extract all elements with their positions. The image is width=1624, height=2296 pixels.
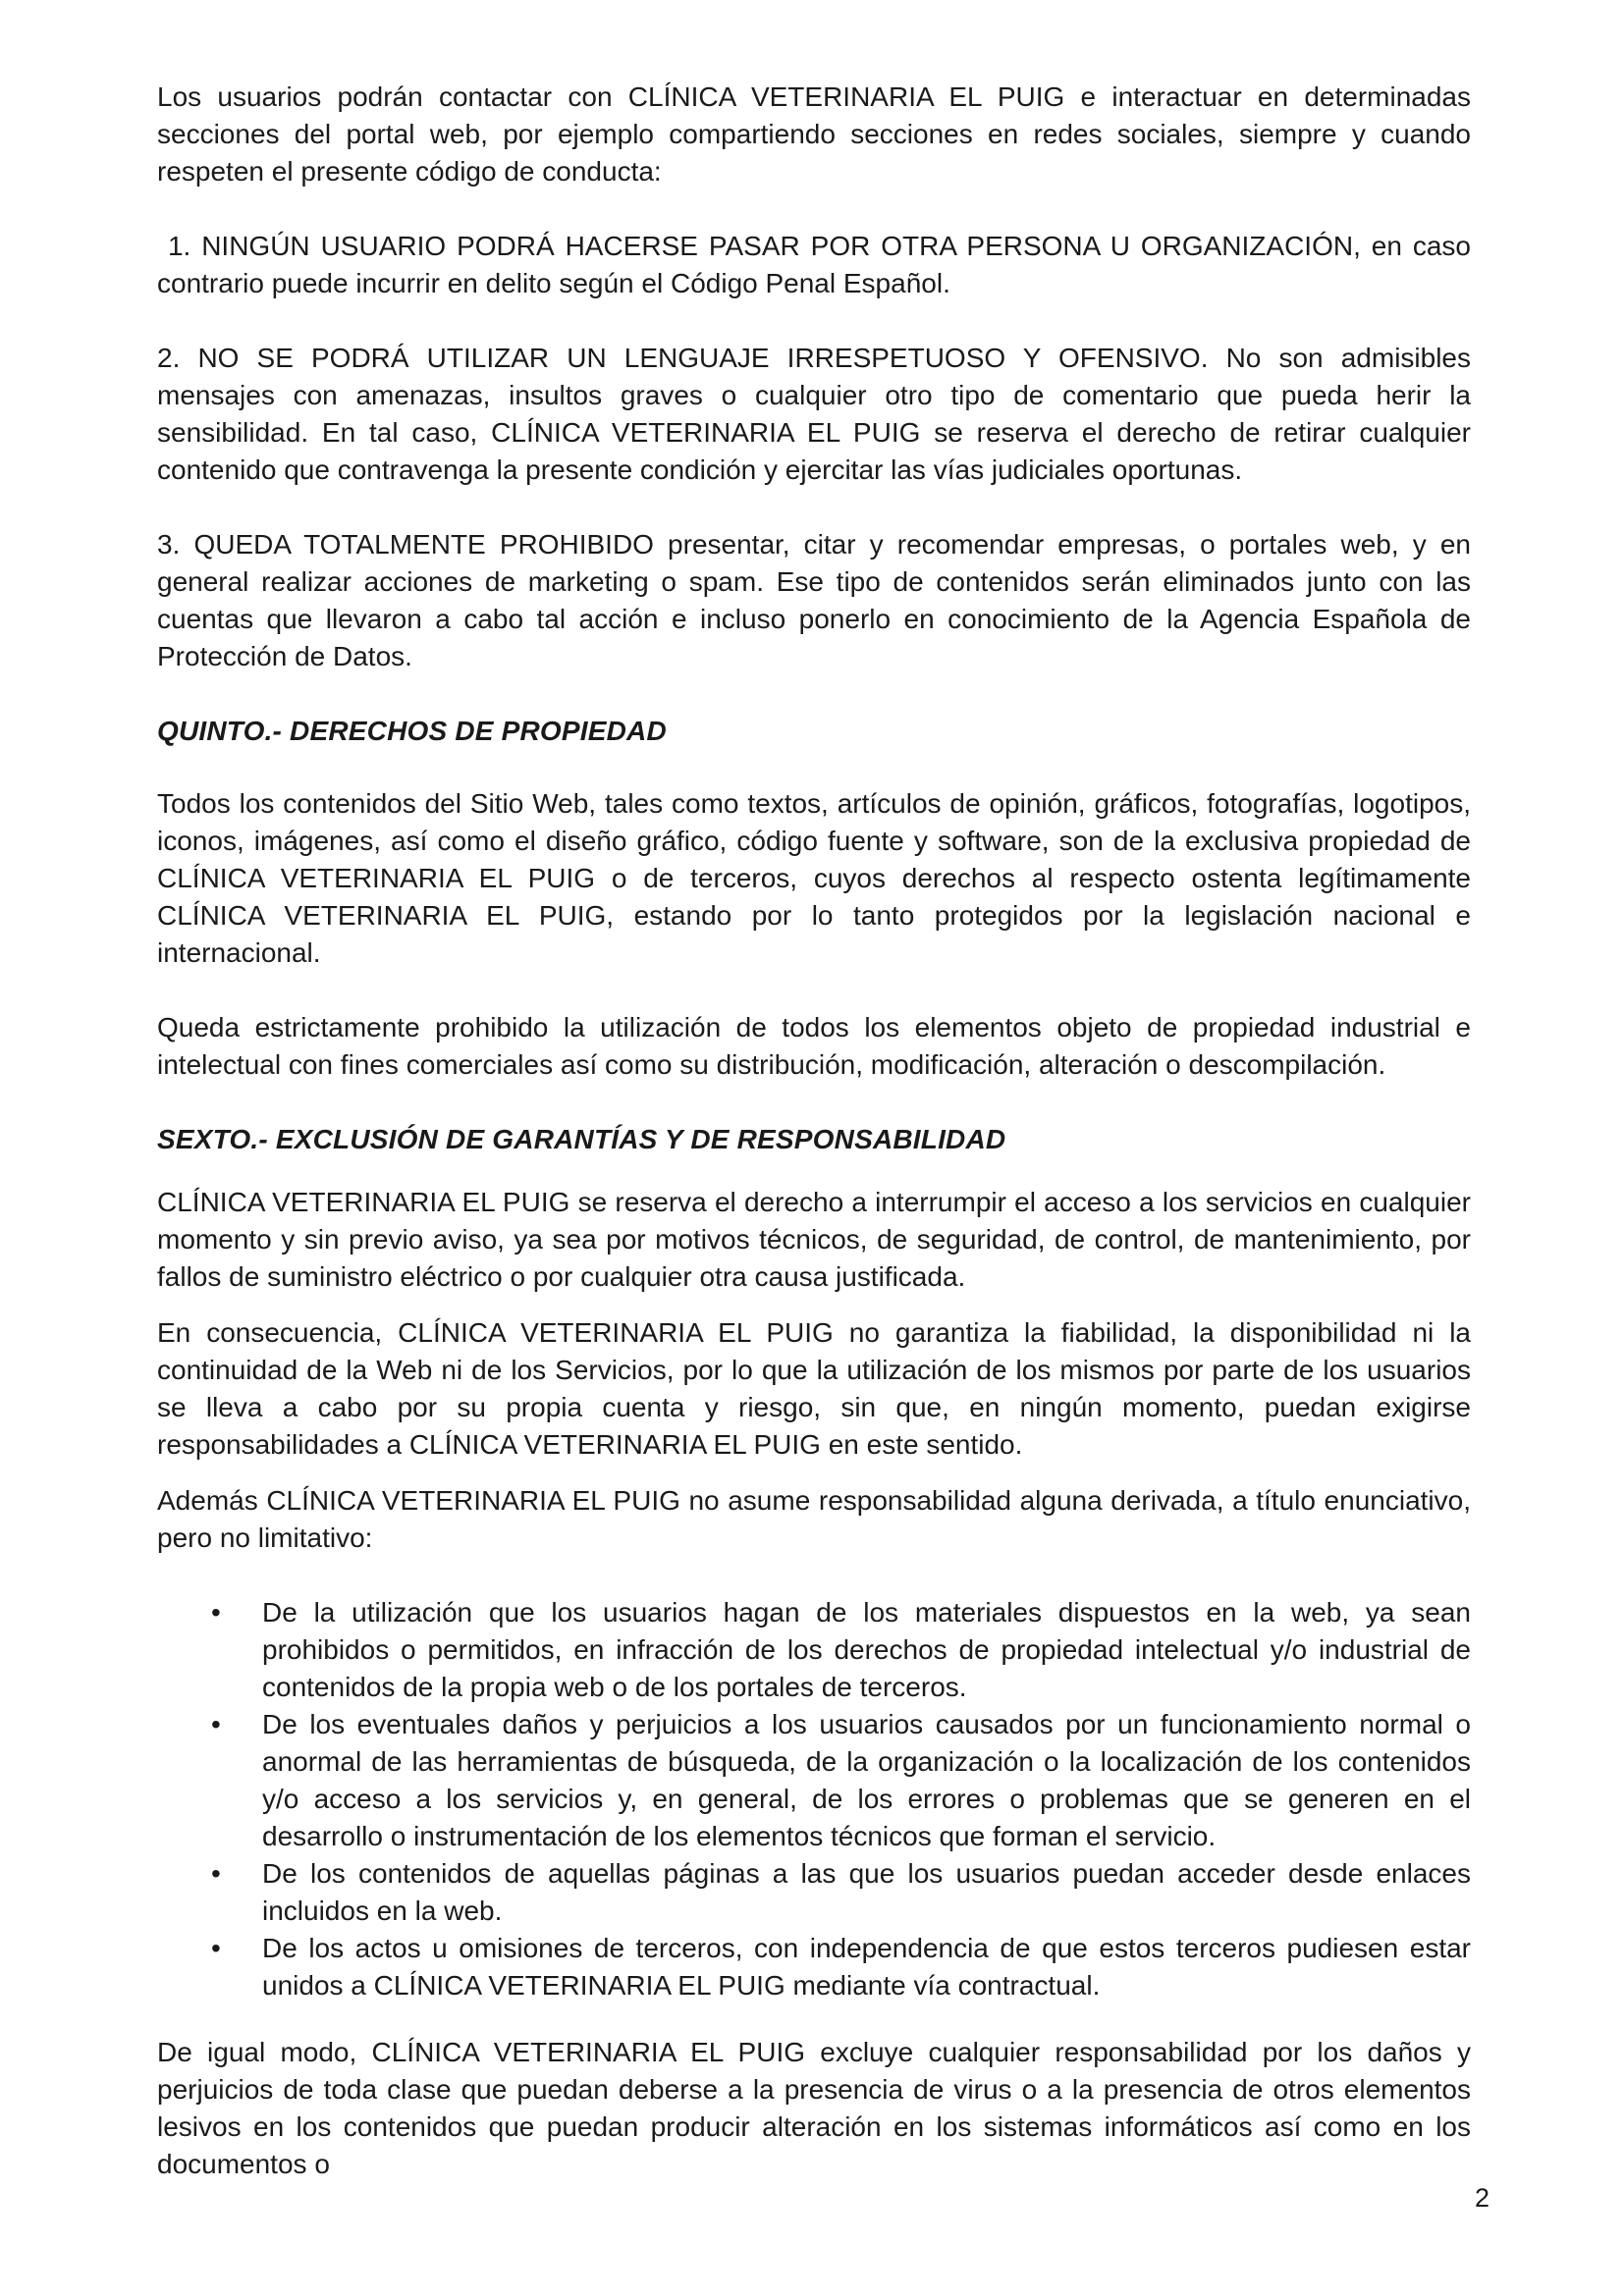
sexto-paragraph-no-guarantee: En consecuencia, CLÍNICA VETERINARIA EL PUIG no garantiza la fiabilidad, la disponibilidad ni la continuidad de la Web ni de los Servicios, por lo que la utilización de los mismos por parte de los usuarios se lleva a cabo por su propia cuenta y riesgo, sin que, en ningún momento, puedan exigirse responsabilidades a CLÍNICA VETERINARIA EL PUIG en este sentido. — [157, 1317, 1479, 1460]
conduct-rule-3: 3. QUEDA TOTALMENTE PROHIBIDO presentar, citar y recomendar empresas, o portales web, y en general realizar acciones de marketing o spam. Ese tipo de contenidos serán eliminados junto con las cuentas que llevaron a cabo tal acción e incluso ponerlo en conocimiento de la Agencia Española de Protección de Datos. — [157, 529, 1479, 671]
sexto-paragraph-interruption: CLÍNICA VETERINARIA EL PUIG se reserva el derecho a interrumpir el acceso a los servicios en cualquier momento y sin previo aviso, ya sea por motivos técnicos, de seguridad, de control, de mantenimiento, por fallos de suministro eléctrico o por cualquier otra causa justificada. — [157, 1187, 1479, 1292]
page-number: 2 — [1475, 2183, 1490, 2213]
bullet-item-damages: • De los eventuales daños y perjuicios a los usuarios causados por un funcionamiento normal o anormal de las herramientas de búsqueda, de la organización o la localización de los contenidos y/o acceso a los servicios y, en general, de los errores o problemas que se generen en el desarrollo o instrumentación de los elementos técnicos que forman el servicio. — [262, 1706, 1471, 1855]
document-body — [157, 79, 1479, 2220]
quinto-paragraph-contents: Todos los contenidos del Sitio Web, tales como textos, artículos de opinión, gráficos, fotografías, logotipos, iconos, imágenes, así como el diseño gráfico, código fuente y software, son de la exclusiva propiedad de CLÍNICA VETERINARIA EL PUIG o de terceros, cuyos derechos al respecto ostenta legítimamente CLÍNICA VETERINARIA EL PUIG, estando por lo tanto protegidos por la legislación nacional e internacional. — [157, 788, 1479, 968]
quinto-paragraph-prohibition: Queda estrictamente prohibido la utilización de todos los elementos objeto de propiedad industrial e intelectual con fines comerciales así como su distribución, modificación, alteración o descompilación. — [157, 1012, 1479, 1080]
section-heading-quinto: QUINTO.- DERECHOS DE PROPIEDAD — [157, 716, 667, 746]
liability-bullet-list — [157, 1594, 1471, 2004]
sexto-closing-paragraph: De igual modo, CLÍNICA VETERINARIA EL PUIG excluye cualquier responsabilidad por los daños y perjuicios de toda clase que puedan deberse a la presencia de virus o a la presencia de otros elementos lesivos en los contenidos que puedan producir alteración en los sistemas informáticos así como en los documentos o — [157, 2037, 1479, 2179]
conduct-rule-1: 1. NINGÚN USUARIO PODRÁ HACERSE PASAR POR OTRA PERSONA U ORGANIZACIÓN, en caso contrario puede incurrir en delito según el Código Penal Español. — [157, 231, 1479, 298]
section-heading-sexto: SEXTO.- EXCLUSIÓN DE GARANTÍAS Y DE RESPONSABILIDAD — [157, 1124, 1006, 1154]
bullet-item-materials-use: • De la utilización que los usuarios hagan de los materiales dispuestos en la web, ya sean prohibidos o permitidos, en infracción de los derechos de propiedad intelectual y/o industrial de contenidos de la propia web o de los portales de terceros. — [262, 1594, 1471, 1706]
conduct-rule-2: 2. NO SE PODRÁ UTILIZAR UN LENGUAJE IRRESPETUOSO Y OFENSIVO. No son admisibles mensajes con amenazas, insultos graves o cualquier otro tipo de comentario que pueda herir la sensibilidad. En tal caso, CLÍNICA VETERINARIA EL PUIG se reserva el derecho de retirar cualquier contenido que contravenga la presente condición y ejercitar las vías judiciales oportunas. — [157, 343, 1479, 485]
bullet-item-linked-pages: • De los contenidos de aquellas páginas a las que los usuarios puedan acceder desde enlaces incluidos en la web. — [262, 1855, 1471, 1930]
intro-paragraph: Los usuarios podrán contactar con CLÍNICA VETERINARIA EL PUIG e interactuar en determinadas secciones del portal web, por ejemplo compartiendo secciones en redes sociales, siempre y cuando respeten el presente código de conducta: — [157, 81, 1479, 187]
bullet-item-third-party-acts: • De los actos u omisiones de terceros, con independencia de que estos terceros pudiesen estar unidos a CLÍNICA VETERINARIA EL PUIG mediante vía contractual. — [262, 1930, 1471, 2004]
sexto-paragraph-liability-lead-in: Además CLÍNICA VETERINARIA EL PUIG no asume responsabilidad alguna derivada, a título enunciativo, pero no limitativo: — [157, 1485, 1479, 1553]
